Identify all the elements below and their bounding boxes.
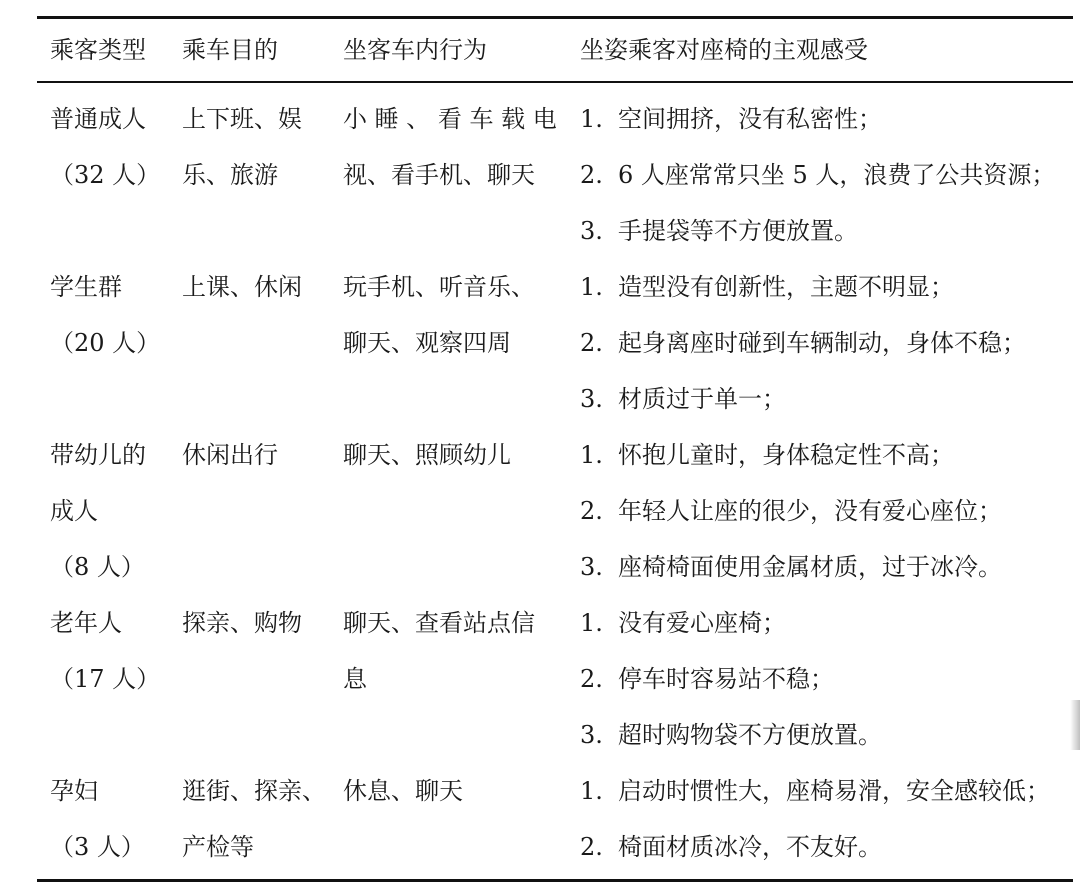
passenger-type-cell: [37, 595, 169, 763]
passenger-type-cell-line: 孕妇: [50, 776, 98, 805]
feeling-number: 2.: [580, 664, 603, 693]
header-passenger-type: 乘客类型: [50, 36, 146, 64]
behavior-cell: [330, 91, 565, 259]
table-row: [37, 259, 1073, 427]
feeling-number: 1.: [580, 104, 603, 133]
feeling-text: 启动时惯性大，座椅易滑，安全感较低；: [618, 776, 1050, 805]
passenger-type-cell-line: （8 人）: [50, 552, 145, 581]
table-bottom-rule: [37, 879, 1073, 882]
feeling-item: [580, 259, 1073, 315]
feeling-item: [580, 315, 1073, 371]
feeling-number: 3.: [580, 720, 603, 749]
feeling-text: 没有爱心座椅；: [618, 608, 786, 637]
feelings-cell: [565, 595, 1073, 763]
feelings-cell: [565, 91, 1073, 259]
passenger-type-cell-line: 成人: [50, 496, 98, 525]
table-row: [37, 595, 1073, 763]
passenger-type-cell-line: 老年人: [50, 608, 122, 637]
behavior-cell: [330, 763, 565, 875]
feeling-item: [580, 539, 1073, 595]
purpose-cell-line: 产检等: [182, 832, 254, 861]
feeling-number: 2.: [580, 832, 603, 861]
feeling-text: 空间拥挤，没有私密性；: [618, 104, 882, 133]
feeling-text: 6 人座常常只坐 5 人，浪费了公共资源；: [618, 160, 1056, 189]
feeling-item: [580, 483, 1073, 539]
feeling-text: 超时购物袋不方便放置。: [618, 720, 882, 749]
feeling-text: 造型没有创新性，主题不明显；: [618, 272, 954, 301]
feeling-text: 起身离座时碰到车辆制动，身体不稳；: [618, 328, 1026, 357]
passenger-type-cell-line: （20 人）: [50, 328, 161, 357]
purpose-cell: [169, 427, 330, 595]
feeling-text: 怀抱儿童时，身体稳定性不高；: [618, 440, 954, 469]
feeling-number: 2.: [580, 328, 603, 357]
purpose-cell: [169, 259, 330, 427]
feeling-text: 座椅椅面使用金属材质，过于冰冷。: [618, 552, 1002, 581]
passenger-type-cell: [37, 427, 169, 595]
feeling-number: 1.: [580, 272, 603, 301]
table-body: [37, 83, 1073, 879]
passenger-type-cell-line: （32 人）: [50, 160, 161, 189]
behavior-cell: [330, 595, 565, 763]
purpose-cell-line: 上课、休闲: [182, 272, 302, 301]
purpose-cell-line: 休闲出行: [182, 440, 278, 469]
feeling-text: 手提袋等不方便放置。: [618, 216, 858, 245]
table-row: [37, 763, 1073, 875]
feeling-number: 1.: [580, 608, 603, 637]
purpose-cell: [169, 91, 330, 259]
passenger-type-cell-line: 带幼儿的: [50, 440, 146, 469]
behavior-cell-line: 玩手机、听音乐、: [343, 272, 535, 301]
passenger-type-cell-line: （17 人）: [50, 664, 161, 693]
feeling-item: [580, 595, 1073, 651]
feeling-item: [580, 651, 1073, 707]
feeling-number: 3.: [580, 384, 603, 413]
table-row: [37, 91, 1073, 259]
feeling-item: [580, 203, 1073, 259]
feeling-text: 停车时容易站不稳；: [618, 664, 834, 693]
passenger-type-cell: [37, 763, 169, 875]
passenger-type-cell-line: 普通成人: [50, 104, 146, 133]
header-feelings: 坐姿乘客对座椅的主观感受: [580, 36, 868, 64]
passenger-type-cell: [37, 91, 169, 259]
behavior-cell-line: 息: [343, 664, 367, 693]
feelings-cell: [565, 427, 1073, 595]
feelings-cell: [565, 259, 1073, 427]
scroll-edge-shadow: [1070, 700, 1080, 750]
feeling-item: [580, 819, 1073, 875]
behavior-cell-line: 休息、聊天: [343, 776, 463, 805]
feeling-number: 3.: [580, 216, 603, 245]
feeling-item: [580, 91, 1073, 147]
feeling-number: 3.: [580, 552, 603, 581]
feeling-item: [580, 763, 1073, 819]
feeling-item: [580, 147, 1073, 203]
feeling-number: 2.: [580, 160, 603, 189]
behavior-cell-line: 小 睡 、 看 车 载 电: [343, 104, 557, 133]
purpose-cell: [169, 763, 330, 875]
feelings-cell: [565, 763, 1073, 875]
table-header-row: [37, 19, 1073, 81]
feeling-item: [580, 707, 1073, 763]
table-row: [37, 427, 1073, 595]
passenger-type-cell-line: 学生群: [50, 272, 122, 301]
passenger-type-cell: [37, 259, 169, 427]
purpose-cell-line: 乐、旅游: [182, 160, 278, 189]
feeling-number: 2.: [580, 496, 603, 525]
feeling-number: 1.: [580, 776, 603, 805]
feeling-text: 材质过于单一；: [618, 384, 786, 413]
behavior-cell: [330, 259, 565, 427]
behavior-cell-line: 聊天、照顾幼儿: [343, 440, 511, 469]
purpose-cell-line: 探亲、购物: [182, 608, 302, 637]
purpose-cell-line: 上下班、娱: [182, 104, 302, 133]
feeling-text: 椅面材质冰冷，不友好。: [618, 832, 882, 861]
header-behavior: 坐客车内行为: [343, 36, 487, 64]
behavior-cell-line: 视、看手机、聊天: [343, 160, 535, 189]
behavior-cell-line: 聊天、查看站点信: [343, 608, 535, 637]
feeling-text: 年轻人让座的很少，没有爱心座位；: [618, 496, 1002, 525]
purpose-cell-line: 逛街、探亲、: [182, 776, 326, 805]
behavior-cell-line: 聊天、观察四周: [343, 328, 511, 357]
feeling-item: [580, 371, 1073, 427]
feeling-item: [580, 427, 1073, 483]
passenger-type-cell-line: （3 人）: [50, 832, 145, 861]
feeling-number: 1.: [580, 440, 603, 469]
behavior-cell: [330, 427, 565, 595]
passenger-seat-table: [37, 16, 1073, 882]
header-purpose: 乘车目的: [182, 36, 278, 64]
purpose-cell: [169, 595, 330, 763]
